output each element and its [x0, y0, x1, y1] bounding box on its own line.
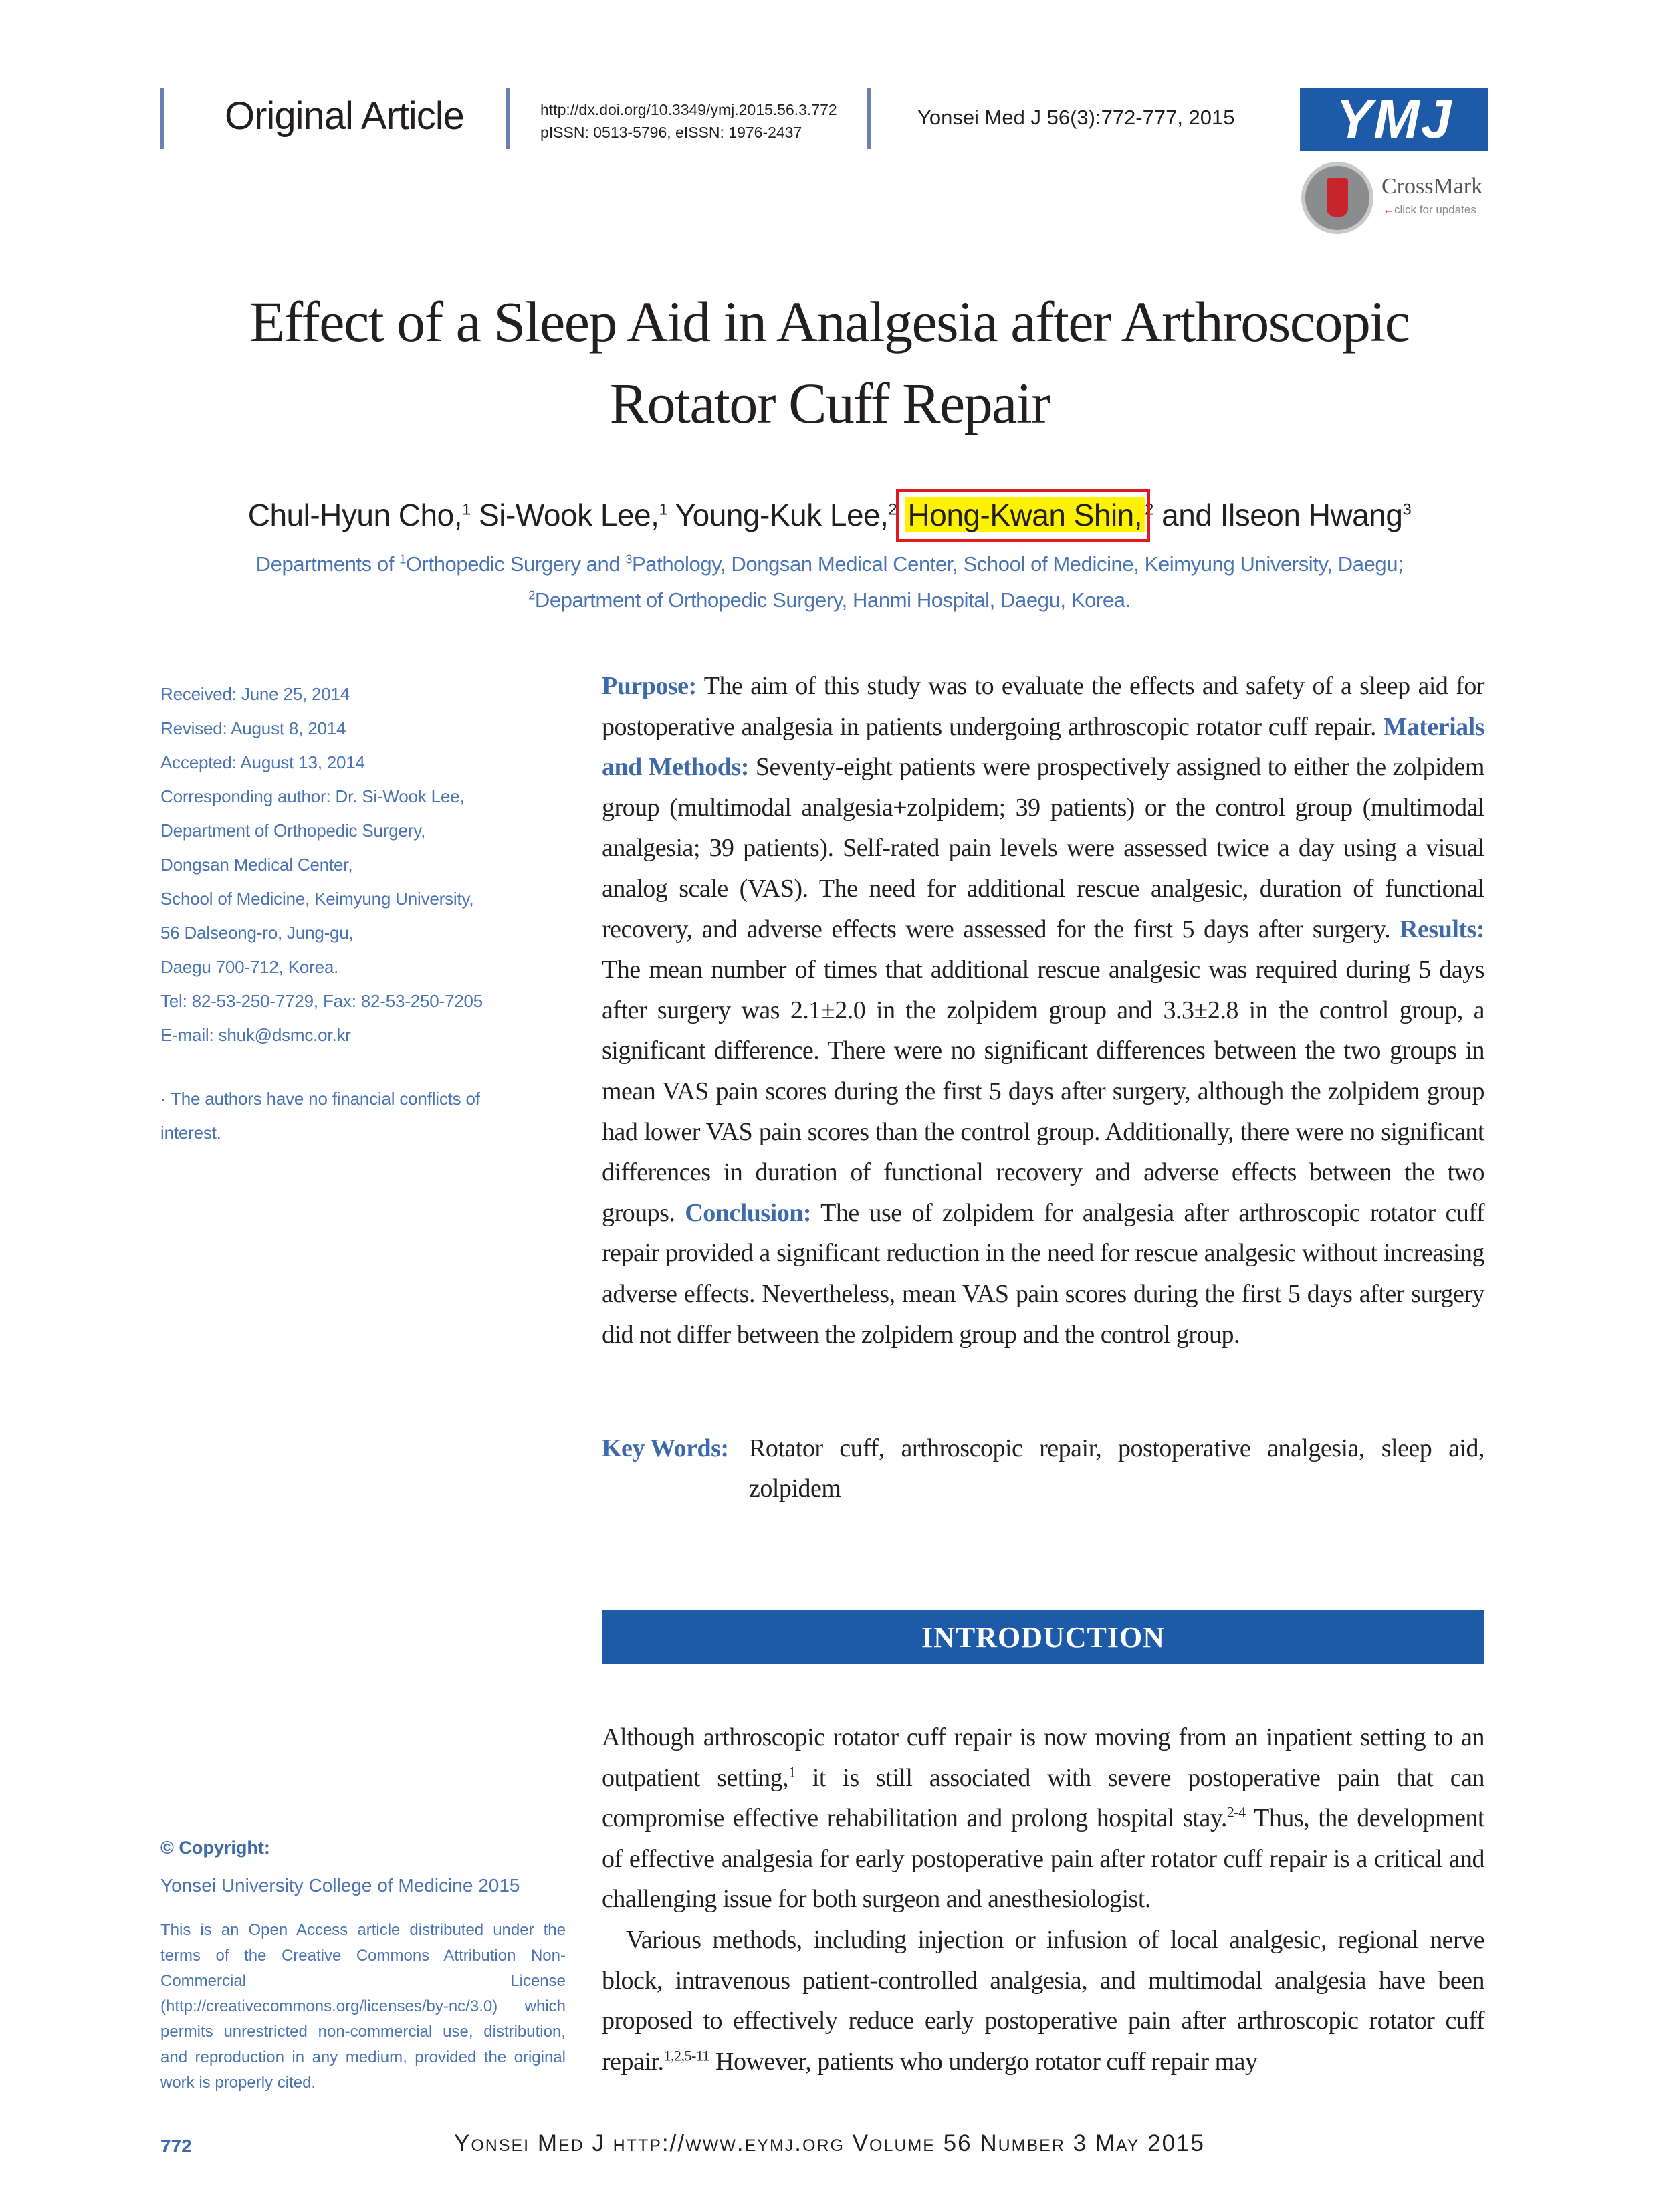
address-line: Department of Orthopedic Surgery, [160, 820, 426, 841]
citation-ref: 1 [788, 1763, 796, 1780]
author-sup: 2 [1145, 500, 1153, 519]
affiliation-line-2: $^2$Department of Orthopedic Surgery, Hanmi Hospital, Daegu, Korea. [528, 588, 1131, 612]
author-sup: 1 [461, 500, 471, 519]
results-text: The mean number of times that additional rescue analgesic was required during 5 days after surgery was 2.1±2.0 in the zolpidem group and 3.3±2.8 in the control group, a significant difference. There were no significant differences between the two groups in mean VAS pain scores during the first 5 days after surgery, although the zolpidem group had lower VAS pain scores than the control group. Additionally, there were no significant differences in duration of functional recovery and adverse effects between the two groups. [602, 956, 1484, 1227]
affiliation-line-1: Departments of $^1$Orthopedic Surgery and $^3$Pathology, Dongsan Medical Center, School of Medicine, Keimyung University, Daegu; [255, 552, 1404, 576]
running-footer: Yonsei Med J http://www.eymj.org Volume 56 Number 3 May 2015 [453, 2130, 1206, 2156]
citation-ref: 2-4 [1226, 1803, 1246, 1821]
article-type-label: Original Article [225, 94, 464, 138]
doi-link[interactable]: http://dx.doi.org/10.3349/ymj.2015.56.3.772 [540, 101, 837, 118]
address-line: Daegu 700-712, Korea. [160, 957, 339, 977]
results-label: Results: [1400, 915, 1484, 944]
header-divider [160, 88, 164, 149]
author-name: Si-Wook Lee, [479, 497, 659, 532]
paragraph: Various methods, including injection or infusion of local analgesic, regional nerve block, intravenous patient-controlled analgesia, and multimodal analgesia have been proposed to effectively reduce early postoperative pain after arthroscopic rotator cuff repair.$^{1,2,5-11}$ However, patients who undergo rotator cuff repair may [602, 1925, 1484, 2076]
header-divider [867, 88, 871, 149]
author-name: and Ilseon Hwang [1162, 497, 1403, 532]
author-sup: 2 [888, 500, 897, 519]
crossmark-sub: ←click for updates [1383, 203, 1476, 216]
conflict-line: interest. [160, 1123, 221, 1143]
journal-logo [1300, 88, 1488, 151]
crossmark-badge[interactable] [1301, 160, 1495, 234]
corresponding-author: Corresponding author: Dr. Si-Wook Lee, [160, 786, 465, 806]
license-text: This is an Open Access article distributed under the terms of the Creative Commons Attribution Non-Commercial License (http://creativecommons.org/licenses/by-nc/3.0) which permits unrestricted non-commercial use, distribution, and reproduction in any medium, provided the original work is properly cited. [160, 1921, 566, 2092]
introduction-body [602, 1717, 1484, 2082]
author-sup: 3 [1402, 500, 1412, 519]
section-heading: INTRODUCTION [921, 1620, 1166, 1654]
author-sup: 1 [659, 500, 668, 519]
journal-citation: Yonsei Med J 56(3):772-777, 2015 [917, 106, 1235, 129]
conclusion-text: The use of zolpidem for analgesia after arthroscopic rotator cuff repair provided a significant reduction in the need for rescue analgesic without increasing adverse effects. Nevertheless, mean VAS pain scores during the first 5 days after surgery did not differ between the zolpidem group and the control group. [602, 1198, 1484, 1349]
phone-fax: Tel: 82-53-250-7729, Fax: 82-53-250-7205 [160, 991, 483, 1011]
crossmark-icon [1301, 162, 1373, 234]
methods-label: Materials and Methods: [602, 712, 1484, 782]
doi-block [540, 98, 837, 144]
header-divider [506, 88, 510, 149]
logo-text: YMJ [1335, 88, 1453, 150]
title-line-2: Rotator Cuff Repair [609, 371, 1050, 435]
copyright-heading: © Copyright: [160, 1838, 270, 1858]
section-heading-bar [602, 1610, 1484, 1664]
author-list [0, 497, 1659, 533]
address-line: School of Medicine, Keimyung University, [160, 889, 474, 909]
purpose-text: The aim of this study was to evaluate the effects and safety of a sleep aid for postoperative analgesia in patients undergoing arthroscopic rotator cuff repair. [602, 672, 1484, 741]
conclusion-label: Conclusion: [685, 1198, 812, 1227]
email-link[interactable]: E-mail: shuk@dsmc.or.kr [160, 1025, 351, 1045]
paragraph: Although arthroscopic rotator cuff repair is now moving from an inpatient setting to an outpatient setting,$^1$ it is still associated with severe postoperative pain that can compromise effective rehabilitation and prolong hospital stay.$^{2-4}$ Thus, the development of effective analgesia for early postoperative pain after rotator cuff repair is a critical and challenging issue for both surgeon and anesthesiologist. [602, 1723, 1484, 1914]
highlighted-author [905, 497, 1145, 532]
keywords-label: Key Words: [602, 1434, 729, 1462]
keywords-text: Rotator cuff, arthroscopic repair, postoperative analgesia, sleep aid, zolpidem [749, 1434, 1484, 1503]
crossmark-label: CrossMark [1381, 174, 1483, 199]
address-line: 56 Dalseong-ro, Jung-gu, [160, 923, 354, 943]
methods-text: Seventy-eight patients were prospectively assigned to either the zolpidem group (multimodal analgesia+zolpidem; 39 patients) or the control group (multimodal analgesia; 39 patients). Self-rated pain levels were assessed twice a day using a visual analog scale (VAS). The need for additional rescue analgesic, duration of functional recovery, and adverse effects were assessed for the first 5 days after surgery. [602, 753, 1484, 944]
title-line-1: Effect of a Sleep Aid in Analgesia after Arthroscopic [249, 290, 1410, 354]
citation-ref: 1,2,5-11 [663, 2047, 710, 2064]
author-name: Hong-Kwan Shin, [907, 497, 1143, 532]
issn-text: pISSN: 0513-5796, eISSN: 1976-2437 [540, 124, 802, 141]
conflict-line: · The authors have no financial conflicts of [160, 1089, 480, 1109]
abstract [602, 666, 1484, 1355]
page-number: 772 [160, 2136, 192, 2156]
purpose-label: Purpose: [602, 672, 697, 700]
address-line: Dongsan Medical Center, [160, 855, 353, 875]
author-name: Chul-Hyun Cho, [247, 497, 462, 532]
author-name: Young-Kuk Lee, [675, 497, 889, 532]
article-title [0, 281, 1659, 444]
copyright-holder: Yonsei University College of Medicine 2015 [160, 1875, 520, 1896]
accepted-date: Accepted: August 13, 2014 [160, 752, 365, 772]
correspondence-info [160, 677, 575, 1053]
conflict-statement [160, 1082, 575, 1150]
revised-date: Revised: August 8, 2014 [160, 718, 346, 738]
received-date: Received: June 25, 2014 [160, 684, 350, 704]
